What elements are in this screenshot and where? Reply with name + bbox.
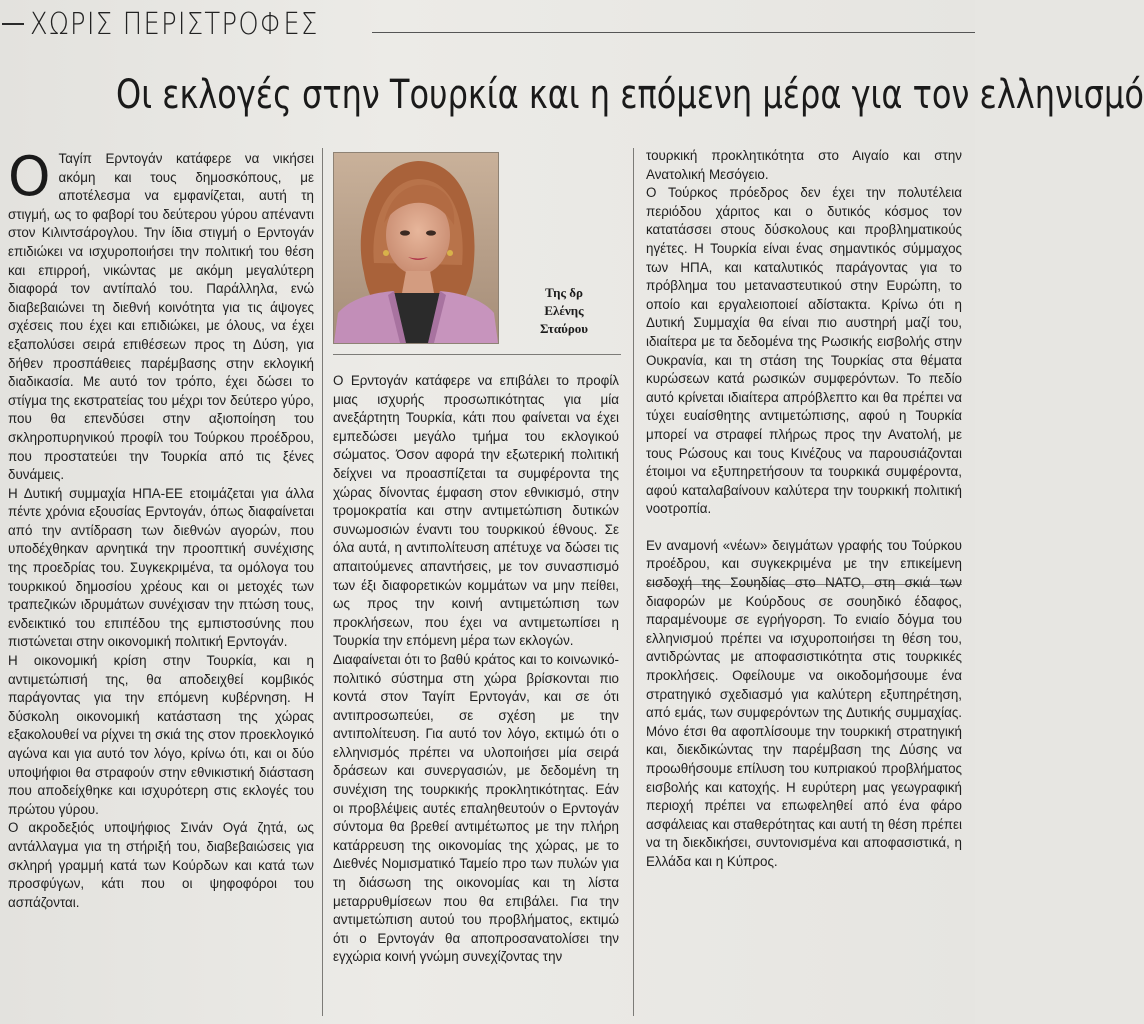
byline-prefix: Της δρ [545, 285, 583, 300]
article-column-1 [8, 145, 314, 912]
article-column-2 [333, 372, 619, 967]
paragraph-spacer [646, 519, 962, 537]
author-portrait-illustration [334, 153, 498, 343]
column-rule-1 [322, 148, 323, 1016]
paragraph: Ο Ερντογάν κατάφερε να επιβάλει το προφίλ μιας ισχυρής προσωπικότητας για μία ανεξάρτητη Τουρκία, κάτι που φαίνεται να έχει εμπεδώσει μεγάλο τμήμα του εκλογικού σώματος. Όσον αφορά την εξωτερική πολιτική δείχνει να προασπίζεται τα συμφέροντα της χώρας δίνοντας έμφαση στον εθνικισμό, στην τρομοκρατία και στην αντιμετώπιση δυτικών συνωμοσιών έναντι του τουρκικού έθνους. Σε όλα αυτά, η αντιπολίτευση απέτυχε να δώσει τις απαιτούμενες απαντήσεις, με τον συνασπισμό των έξι διαφορετικών κομμάτων να μην πείθει, ως προς την κοινή αντιμετώπιση των προκλήσεων, που έχει να αντιμετωπίσει η Τουρκία την επόμενη μέρα των εκλογών. [333, 373, 619, 649]
drop-cap: Ο [8, 145, 51, 208]
paragraph: Η οικονομική κρίση στην Τουρκία, και η αντιμετώπισή της, θα αποδειχθεί κομβικός παράγοντας για την επόμενη κυβέρνηση. Η δύσκολη οικονομική κατάσταση της χώρας εξακολουθεί να ρίχνει τη σκιά της στον προεκλογικό αγώνα και για αυτό τον λόγο, κρίνω ότι, και οι δύο υποψήφιοι θα στραφούν στην εθνικιστική διάσταση που αποδείχθηκε και ισχυρότερη στις εκλογές του πρώτου γύρου. [8, 653, 314, 817]
column-rule-2 [633, 148, 634, 1016]
article-headline: Οι εκλογές στην Τουρκία και η επόμενη μέρα για τον ελληνισμό [116, 72, 1144, 118]
author-photo [333, 152, 499, 344]
paragraph: Διαφαίνεται ότι το βαθύ κράτος και το κοινωνικό-πολιτικό σύστημα στη χώρα βρίσκονται πιο κοντά στον Ταγίπ Ερντογάν, και σε ότι αντιπροσωπεύει, σε σχέση με την αντιπολίτευση. Για αυτό τον λόγο, εκτιμώ ότι ο ελληνισμός πρέπει να υλοποιήσει μία σειρά δράσεων και συνεργασιών, με δεδομένη τη συνέχιση της τουρκικής προκλητικότητας. Εάν οι προβλέψεις αυτές επαληθευτούν ο Ερντογάν σύντομα θα βρεθεί αντιμέτωπος με την πλήρη κατάρρευση της οικονομίας της χώρας, με το Διεθνές Νομισματικό Ταμείο προ των πυλών για τη διάσωση της οικονομίας και τη λίστα μεταρρυθμίσεων που θα επιβάλει. Για την αντιμετώπιση αυτού του προβλήματος, εκτιμώ ότι ο Ερντογάν θα αποπροσανατολίσει την εγχώρια κοινή γνώμη συνεχίζοντας την [333, 651, 619, 965]
rubric-dash [2, 23, 24, 25]
paragraph: τουρκική προκλητικότητα στο Αιγαίο και στην Ανατολική Μεσόγειο. [646, 148, 962, 182]
author-first-name: Ελένης [544, 303, 584, 318]
paragraph: Ταγίπ Ερντογάν κατάφερε να νικήσει ακόμη και τους δημοσκόπους, με αποτέλεσμα να εμφανίζεται, αυτή τη στιγμή, ως το φαβορί του δεύτερου γύρου απέναντι στον Κιλιντσάρογλου. Την ίδια στιγμή ο Ερντογάν επιδιώκει να ισχυροποιήσει την πολιτική του θέση και επιρροή, νικώντας με ακόμη μεγαλύτερη διαφορά τον αντίπαλό του. Παράλληλα, ενώ διαβεβαιώνει τη διεθνή κοινότητα για τις άψογες σχέσεις που έχει και επιδιώκει, με όλους, να έχει εξαπολύσει σειρά επιθέσεων προς τη Δύση, για δήθεν προσπάθειες παρέμβασης στην εκλογική διαδικασία. Με αυτό τον τρόπο, έχει δώσει το στίγμα της εκστρατείας του μέχρι τον δεύτερο γύρο, που θα επενδύσει στην αξιοποίηση του σκληροπυρηνικού προφίλ του Τούρκου προέδρου, που προστατεύει την Τουρκία από τις ξένες δυνάμεις. [8, 151, 314, 483]
paragraph: Ο ακροδεξιός υποψήφιος Σινάν Ογά ζητά, ως αντάλλαγμα για τη στήριξή του, διαβεβαιώσεις για σκληρή γραμμή κατά των Κούρδων και κατά των προσφύγων, κάτι που οι ψηφοφόροι του ασπάζονται. [8, 820, 314, 910]
author-last-name: Σταύρου [539, 321, 589, 336]
author-byline [508, 284, 620, 338]
rubric-rule [372, 32, 975, 33]
paragraph: Ο Τούρκος πρόεδρος δεν έχει την πολυτέλεια περιόδου χάριτος και ο δυτικός κόσμος τον κατατάσσει στους δύσκολους και προβληματικούς ηγέτες. Η Τουρκία είναι ένας σημαντικός σύμμαχος των ΗΠΑ, και καταλυτικός παράγοντας για το πρόβλημα του μεταναστευτικού στην Ευρώπη, το οποίο και εργαλειοποιεί αδίστακτα. Κρίνω ότι η Δυτική Συμμαχία θα είναι πιο αυστηρή μαζί του, ιδιαίτερα με τα δεδομένα της Ρωσικής εισβολής στην Ουκρανία, και τη στάση της Τουρκίας στα θέματα κυρώσεων κατά ρωσικών συμφερόντων. Το πεδίο αυτό κρίνεται ιδιαίτερα απρόβλεπτο και θα πρέπει να τύχει ευαίσθητης αντιμετώπισης, αφού η Τουρκία μπορεί να στραφεί πλήρως προς την Ανατολή, με τους Ρώσους και τους Κινέζους να παρουσιάζονται έτοιμοι να εξυπηρετήσουν τα τουρκικά συμφέροντα, αφού καταλαβαίνουν καλύτερα την τουρκική πολιτική νοοτροπία. [646, 185, 962, 517]
paragraph: Εν αναμονή «νέων» δειγμάτων γραφής του Τούρκου προέδρου, και συγκεκριμένα με την επικείμενη εισδοχή της Σουηδίας στο ΝΑΤΟ, στη σκιά των διαφορών με Κούρδους σε σουηδικό έδαφος, παραμένουμε σε εγρήγορση. Το ενιαίο δόγμα του ελληνισμού πρέπει να ισχυροποιήσει τη θέση του, αντιδρώντας με αποφασιστικότητα στις τουρκικές προκλήσεις. Οφείλουμε να οικοδομήσουμε ένα στρατηγικό σχεδιασμό για καλύτερη εξυπηρέτηση, από εμάς, των συμφερόντων της Δυτικής συμμαχίας. Μόνο έτσι θα αφοπλίσουμε την τουρκική στρατηγική και, διεκδικώντας την παρέμβαση της Δύσης να προωθήσουμε επίλυση του κυπριακού προβλήματος εισβολής και κατοχής. Η ευρύτερη μας γεωγραφική περιοχή πρέπει να επωφεληθεί από ένα φάρο ασφάλειας και σταθερότητας και αυτή τη θέση πρέπει να τη διεκδικήσει, συντονισμένα και αποφασιστικά, η Ελλάδα και η Κύπρος. [646, 537, 962, 869]
section-rubric [0, 4, 975, 44]
author-box-rule [333, 354, 621, 355]
article-column-3 [646, 147, 962, 872]
rubric-title: ΧΩΡΙΣ ΠΕΡΙΣΤΡΟΦΕΣ [30, 6, 319, 42]
paragraph: Η Δυτική συμμαχία ΗΠΑ-ΕΕ ετοιμάζεται για άλλα πέντε χρόνια εξουσίας Ερντογάν, όπως διαφαίνεται από την αντίδραση των διεθνών αγορών, που υποδέχθηκαν αρνητικά την προοπτική συνέχισης της προεδρίας του. Συγκεκριμένα, τα ομόλογα του τουρκικού δημοσίου χρέους και οι μετοχές των τραπεζικών ιδρυμάτων συνέχισαν την πτώση τους, ενδεικτικό του επιπέδου της εμπιστοσύνης που πιστώνεται στην οικονομική πολιτική Ερντογάν. [8, 485, 314, 650]
